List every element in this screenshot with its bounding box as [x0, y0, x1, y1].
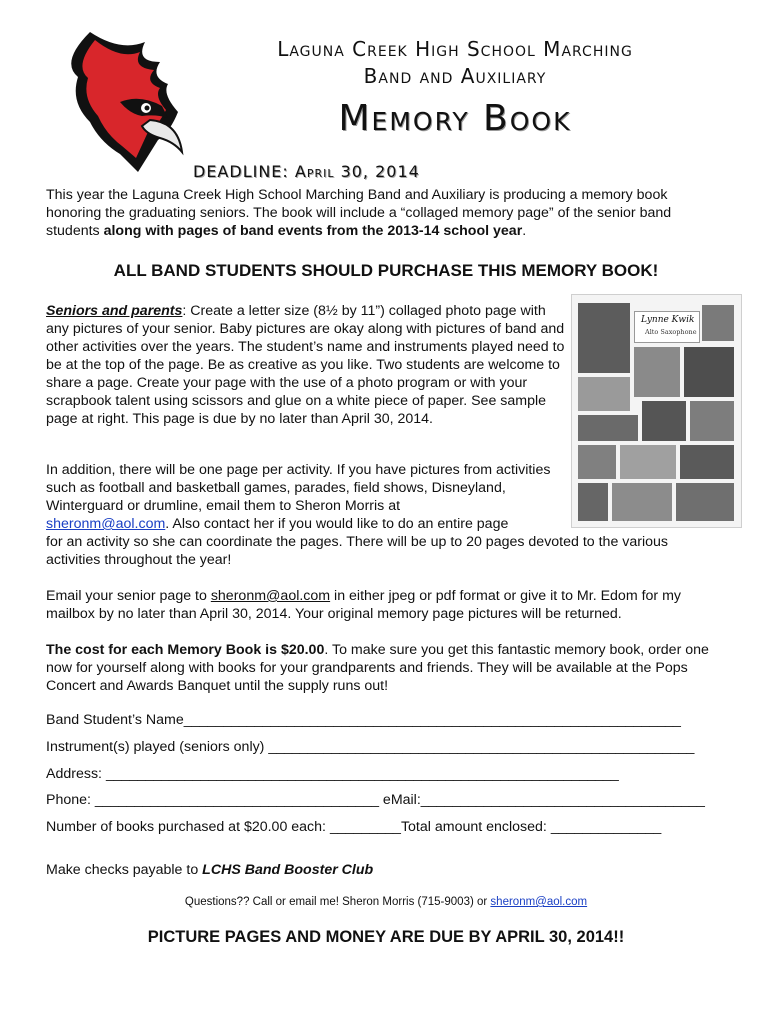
- sample-nameplate: [634, 311, 700, 343]
- address-field[interactable]: Address: _________________________________________________________________: [46, 766, 619, 782]
- photo: [620, 445, 676, 479]
- checks-payable-line: Make checks payable to LCHS Band Booster Club: [46, 862, 374, 878]
- sample-collage-page: [571, 294, 742, 528]
- page-title: Memory Book: [338, 98, 572, 139]
- photo: [578, 415, 638, 441]
- photo: [612, 483, 672, 521]
- due-notice: PICTURE PAGES AND MONEY ARE DUE BY APRIL 30, 2014!!: [147, 928, 625, 946]
- photo: [684, 347, 734, 397]
- booster-club-name: LCHS Band Booster Club: [202, 862, 374, 878]
- photo: [680, 445, 734, 479]
- books-total-field[interactable]: Number of books purchased at $20.00 each: _________Total amount enclosed: ______________: [46, 819, 662, 835]
- sample-instrument: Alto Saxophone: [645, 328, 697, 336]
- redhawk-mascot-logo: [50, 22, 190, 172]
- photo: [578, 303, 630, 373]
- photo: [578, 445, 616, 479]
- deadline-line: DEADLINE: April 30, 2014: [193, 162, 420, 181]
- header-school-line: Laguna Creek High School Marching: [277, 37, 633, 61]
- cost-bold: The cost for each Memory Book is $20.00: [46, 642, 325, 658]
- cost-paragraph: The cost for each Memory Book is $20.00. To make sure you get this fantastic memory book, order one now for yourself along with books for your grandparents and friends. They will be available at the Pops Concert and Awards Banquet until the supply runs out!: [46, 642, 709, 694]
- header-band-line: Band and Auxiliary: [363, 64, 547, 88]
- questions-line: Questions?? Call or email me! Sheron Morris (715-9003) or sheronm@aol.com: [184, 896, 588, 908]
- activity-paragraph: In addition, there will be one page per activity. If you have pictures from activities such as football and basketball games, parades, field shows, Disneyland, Winterguard or drumline, email them to Sheron Morris at sheronm@aol.com. Also contact her if you would like to do an entire page: [46, 462, 551, 532]
- photo: [702, 305, 734, 341]
- instrument-field[interactable]: Instrument(s) played (seniors only) ______________________________________________________: [46, 739, 695, 755]
- seniors-label: Seniors and parents: [46, 303, 183, 319]
- intro-paragraph: This year the Laguna Creek High School Marching Band and Auxiliary is producing a memory book honoring the graduating seniors. The book will include a “collaged memory page” of the senior band students along with pages of band events from the 2013-14 school year.: [46, 187, 672, 239]
- activity-paragraph-cont: for an activity so she can coordinate the pages. There will be up to 20 pages devoted to the various activities throughout the year!: [46, 534, 669, 568]
- photo: [676, 483, 734, 521]
- sample-student-name: Lynne Kwik: [641, 315, 695, 325]
- photo: [578, 377, 630, 411]
- email-paragraph: Email your senior page to sheronm@aol.com in either jpeg or pdf format or give it to Mr. Edom for my mailbox by no later than April 30, 2014. Your original memory page pictures will be returned.: [46, 588, 681, 622]
- name-field[interactable]: Band Student’s Name_______________________________________________________________: [46, 712, 681, 728]
- sheron-email-link[interactable]: sheronm@aol.com: [46, 516, 166, 532]
- photo: [642, 401, 686, 441]
- questions-email-link[interactable]: sheronm@aol.com: [490, 896, 588, 908]
- seniors-paragraph: Seniors and parents: Create a letter size (8½ by 11”) collaged photo page with any pictures of your senior. Baby pictures are okay along with pictures of band and other activities over the years. The student’s name and instruments played need to be at the top of the page. Be as creative as you like. Two students are welcome to share a page. Create your page with the use of a photo program or with your scrapbook talent using scissors and glue on a white piece of paper. See sample page at right. This page is due by no later than April 30, 2014.: [46, 303, 565, 427]
- photo: [634, 347, 680, 397]
- phone-email-field[interactable]: Phone: ____________________________________ eMail:____________________________________: [46, 792, 705, 808]
- intro-bold: along with pages of band events from the 2013-14 school year: [103, 223, 523, 239]
- email-address[interactable]: sheronm@aol.com: [210, 588, 331, 604]
- photo: [690, 401, 734, 441]
- photo: [578, 483, 608, 521]
- purchase-headline: ALL BAND STUDENTS SHOULD PURCHASE THIS MEMORY BOOK!: [113, 261, 659, 280]
